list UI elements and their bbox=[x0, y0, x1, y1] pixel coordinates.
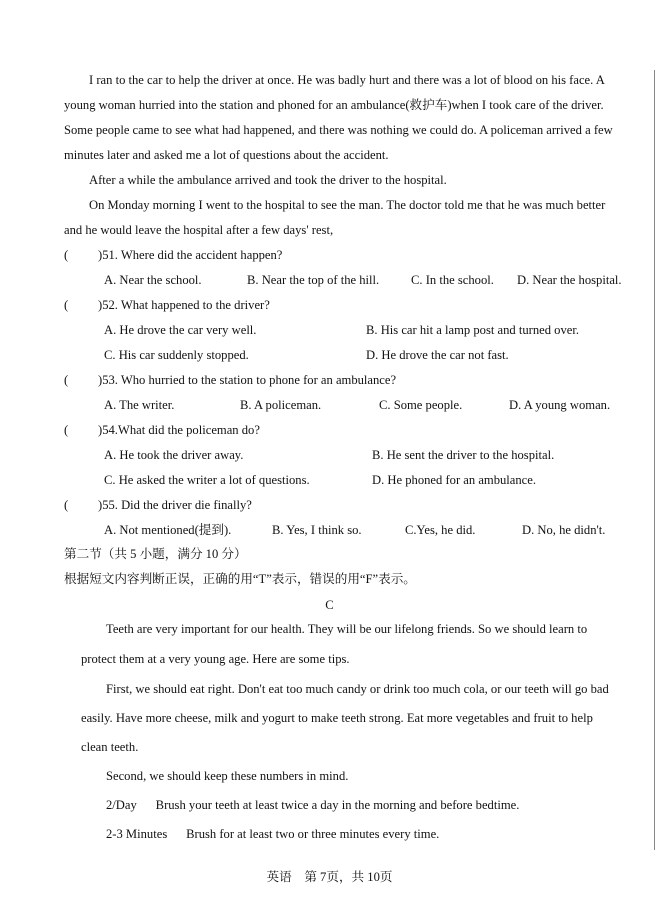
q52-option-a: A. He drove the car very well. bbox=[104, 323, 257, 337]
question-54: )54.What did the policeman do? bbox=[98, 423, 260, 437]
q55-option-c: C.Yes, he did. bbox=[405, 523, 476, 537]
passage-line: protect them at a very young age. Here are some tips. bbox=[81, 652, 350, 666]
question-51: )51. Where did the accident happen? bbox=[98, 248, 283, 262]
passage-line: easily. Have more cheese, milk and yogurt to make teeth strong. Eat more vegetables and fruit to help bbox=[81, 711, 593, 725]
answer-blank: ( bbox=[64, 298, 69, 312]
q54-option-a: A. He took the driver away. bbox=[104, 448, 244, 462]
page-footer: 英语 第 7页，共 10页 bbox=[266, 870, 393, 884]
tip-line: 2-3 Minutes Brush for at least two or three minutes every time. bbox=[106, 827, 440, 841]
tip-line: 2/Day Brush your teeth at least twice a day in the morning and before bedtime. bbox=[106, 798, 520, 812]
q53-option-a: A. The writer. bbox=[104, 398, 175, 412]
q53-option-b: B. A policeman. bbox=[240, 398, 322, 412]
answer-blank: ( bbox=[64, 498, 69, 512]
answer-blank: ( bbox=[64, 423, 69, 437]
passage-line: Second, we should keep these numbers in mind. bbox=[106, 769, 349, 783]
passage-line: On Monday morning I went to the hospital to see the man. The doctor told me that he was much better bbox=[89, 198, 606, 212]
section-instruction: 根据短文内容判断正误，正确的用“T”表示，错误的用“F”表示。 bbox=[64, 572, 416, 586]
question-53: )53. Who hurried to the station to phone for an ambulance? bbox=[98, 373, 397, 387]
q54-option-b: B. He sent the driver to the hospital. bbox=[372, 448, 555, 462]
passage-line: young woman hurried into the station and phoned for an ambulance(救护车)when I took care of the driver. bbox=[64, 98, 604, 112]
question-55: )55. Did the driver die finally? bbox=[98, 498, 252, 512]
q54-option-d: D. He phoned for an ambulance. bbox=[372, 473, 537, 487]
passage-line: clean teeth. bbox=[81, 740, 139, 754]
q52-option-c: C. His car suddenly stopped. bbox=[104, 348, 249, 362]
answer-blank: ( bbox=[64, 248, 69, 262]
passage-line: After a while the ambulance arrived and took the driver to the hospital. bbox=[89, 173, 447, 187]
passage-line: and he would leave the hospital after a few days' rest, bbox=[64, 223, 334, 237]
q54-option-c: C. He asked the writer a lot of questions. bbox=[104, 473, 310, 487]
q55-option-b: B. Yes, I think so. bbox=[272, 523, 362, 537]
q53-option-c: C. Some people. bbox=[379, 398, 463, 412]
q51-option-d: D. Near the hospital. bbox=[517, 273, 622, 287]
passage-line: Teeth are very important for our health. They will be our lifelong friends. So we should learn to bbox=[106, 622, 588, 636]
section-heading: 第二节（共 5 小题，满分 10 分） bbox=[64, 547, 247, 561]
q53-option-d: D. A young woman. bbox=[509, 398, 611, 412]
q55-option-d: D. No, he didn't. bbox=[522, 523, 606, 537]
passage-line: minutes later and asked me a lot of questions about the accident. bbox=[64, 148, 389, 162]
q51-option-c: C. In the school. bbox=[411, 273, 494, 287]
margin-rule bbox=[654, 70, 655, 850]
answer-blank: ( bbox=[64, 373, 69, 387]
q55-option-a: A. Not mentioned(提到). bbox=[104, 523, 232, 537]
passage-line: Some people came to see what had happened, and there was nothing we could do. A policeman arrived a few bbox=[64, 123, 613, 137]
q52-option-b: B. His car hit a lamp post and turned over. bbox=[366, 323, 579, 337]
passage-line: First, we should eat right. Don't eat too much candy or drink too much cola, or our teeth will go bad bbox=[106, 682, 609, 696]
q52-option-d: D. He drove the car not fast. bbox=[366, 348, 509, 362]
passage-letter: C bbox=[325, 598, 334, 612]
q51-option-a: A. Near the school. bbox=[104, 273, 202, 287]
passage-line: I ran to the car to help the driver at once. He was badly hurt and there was a lot of blood on his face. A bbox=[89, 73, 605, 87]
q51-option-b: B. Near the top of the hill. bbox=[247, 273, 380, 287]
question-52: )52. What happened to the driver? bbox=[98, 298, 270, 312]
